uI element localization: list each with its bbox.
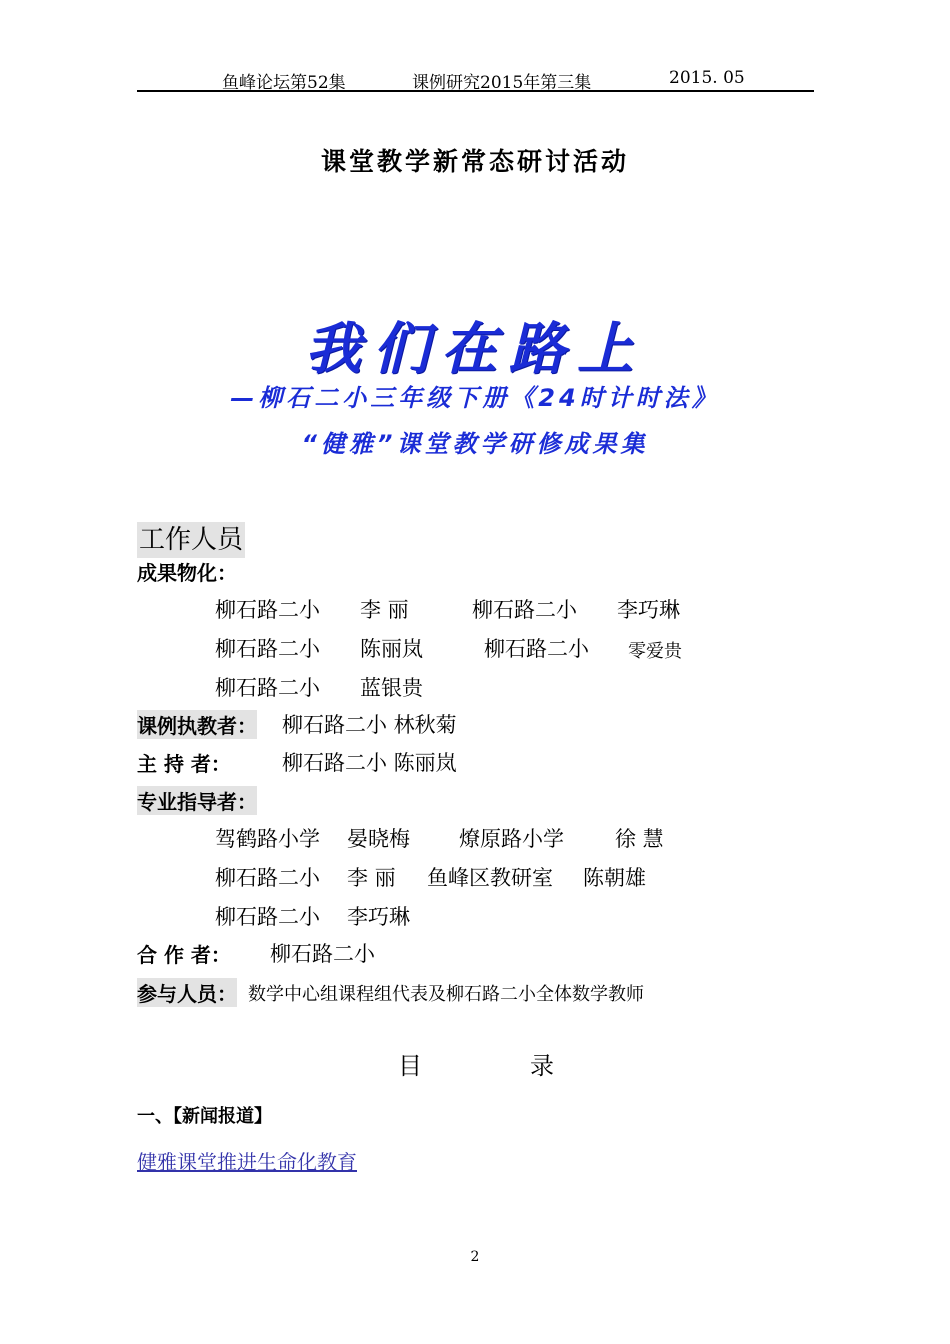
guide-r1-c3: 燎原路小学 (459, 827, 564, 851)
toc-title-left: 目 (398, 1052, 422, 1080)
materialization-r2-c1: 柳石路二小 (215, 637, 320, 661)
materialization-r2-c2: 陈丽岚 (360, 637, 423, 661)
toc-title-right: 录 (530, 1052, 554, 1080)
guide-r1-c1: 驾鹤路小学 (215, 827, 320, 851)
guide-r2-c1: 柳石路二小 (215, 866, 320, 890)
main-title: 我们在路上 (305, 317, 645, 382)
subtitle-line1: —柳石二小三年级下册《24时计时法》 (230, 384, 720, 412)
materialization-r1-c2: 李 丽 (360, 598, 409, 622)
teacher-value: 柳石路二小 林秋菊 (282, 713, 457, 737)
materialization-r3-c2: 蓝银贵 (360, 676, 423, 700)
guide-r2-c2: 李 丽 (347, 866, 396, 890)
page-number: 2 (470, 1249, 480, 1265)
guide-r3-c1: 柳石路二小 (215, 905, 320, 929)
guide-r2-c3: 鱼峰区教研室 (427, 866, 553, 890)
participants-value: 数学中心组课程组代表及柳石路二小全体数学教师 (248, 984, 644, 1005)
teacher-label: 课例执教者： (137, 710, 257, 739)
subtitle-line2: “健雅”课堂教学研修成果集 (301, 430, 649, 458)
materialization-r2-c4: 零爱贵 (628, 641, 682, 662)
header-right: 2015. 05 (669, 68, 745, 88)
materialization-label: 成果物化： (137, 561, 237, 585)
staff-heading: 工作人员 (137, 522, 245, 558)
participants-label: 参与人员： (137, 978, 237, 1007)
header-rule (137, 90, 814, 92)
materialization-r2-c3: 柳石路二小 (484, 637, 589, 661)
partner-value: 柳石路二小 (270, 942, 375, 966)
host-label: 主 持 者： (137, 752, 231, 776)
guide-r1-c4: 徐 慧 (615, 827, 664, 851)
guide-r2-c4: 陈朝雄 (583, 866, 646, 890)
materialization-r1-c1: 柳石路二小 (215, 598, 320, 622)
guide-r1-c2: 晏晓梅 (347, 827, 410, 851)
materialization-r3-c1: 柳石路二小 (215, 676, 320, 700)
materialization-r1-c4: 李巧琳 (617, 598, 680, 622)
guide-label: 专业指导者： (137, 786, 257, 815)
header-center: 课例研究2015年第三集 (412, 73, 592, 93)
guide-r3-c2: 李巧琳 (347, 905, 410, 929)
toc-link-news-article[interactable]: 健雅课堂推进生命化教育 (137, 1150, 357, 1174)
header-left: 鱼峰论坛第52集 (222, 73, 346, 93)
toc-section-news: 一、【新闻报道】 (137, 1106, 272, 1127)
activity-title: 课堂教学新常态研讨活动 (320, 147, 629, 176)
partner-label: 合 作 者： (137, 943, 231, 967)
host-value: 柳石路二小 陈丽岚 (282, 751, 457, 775)
materialization-r1-c3: 柳石路二小 (472, 598, 577, 622)
